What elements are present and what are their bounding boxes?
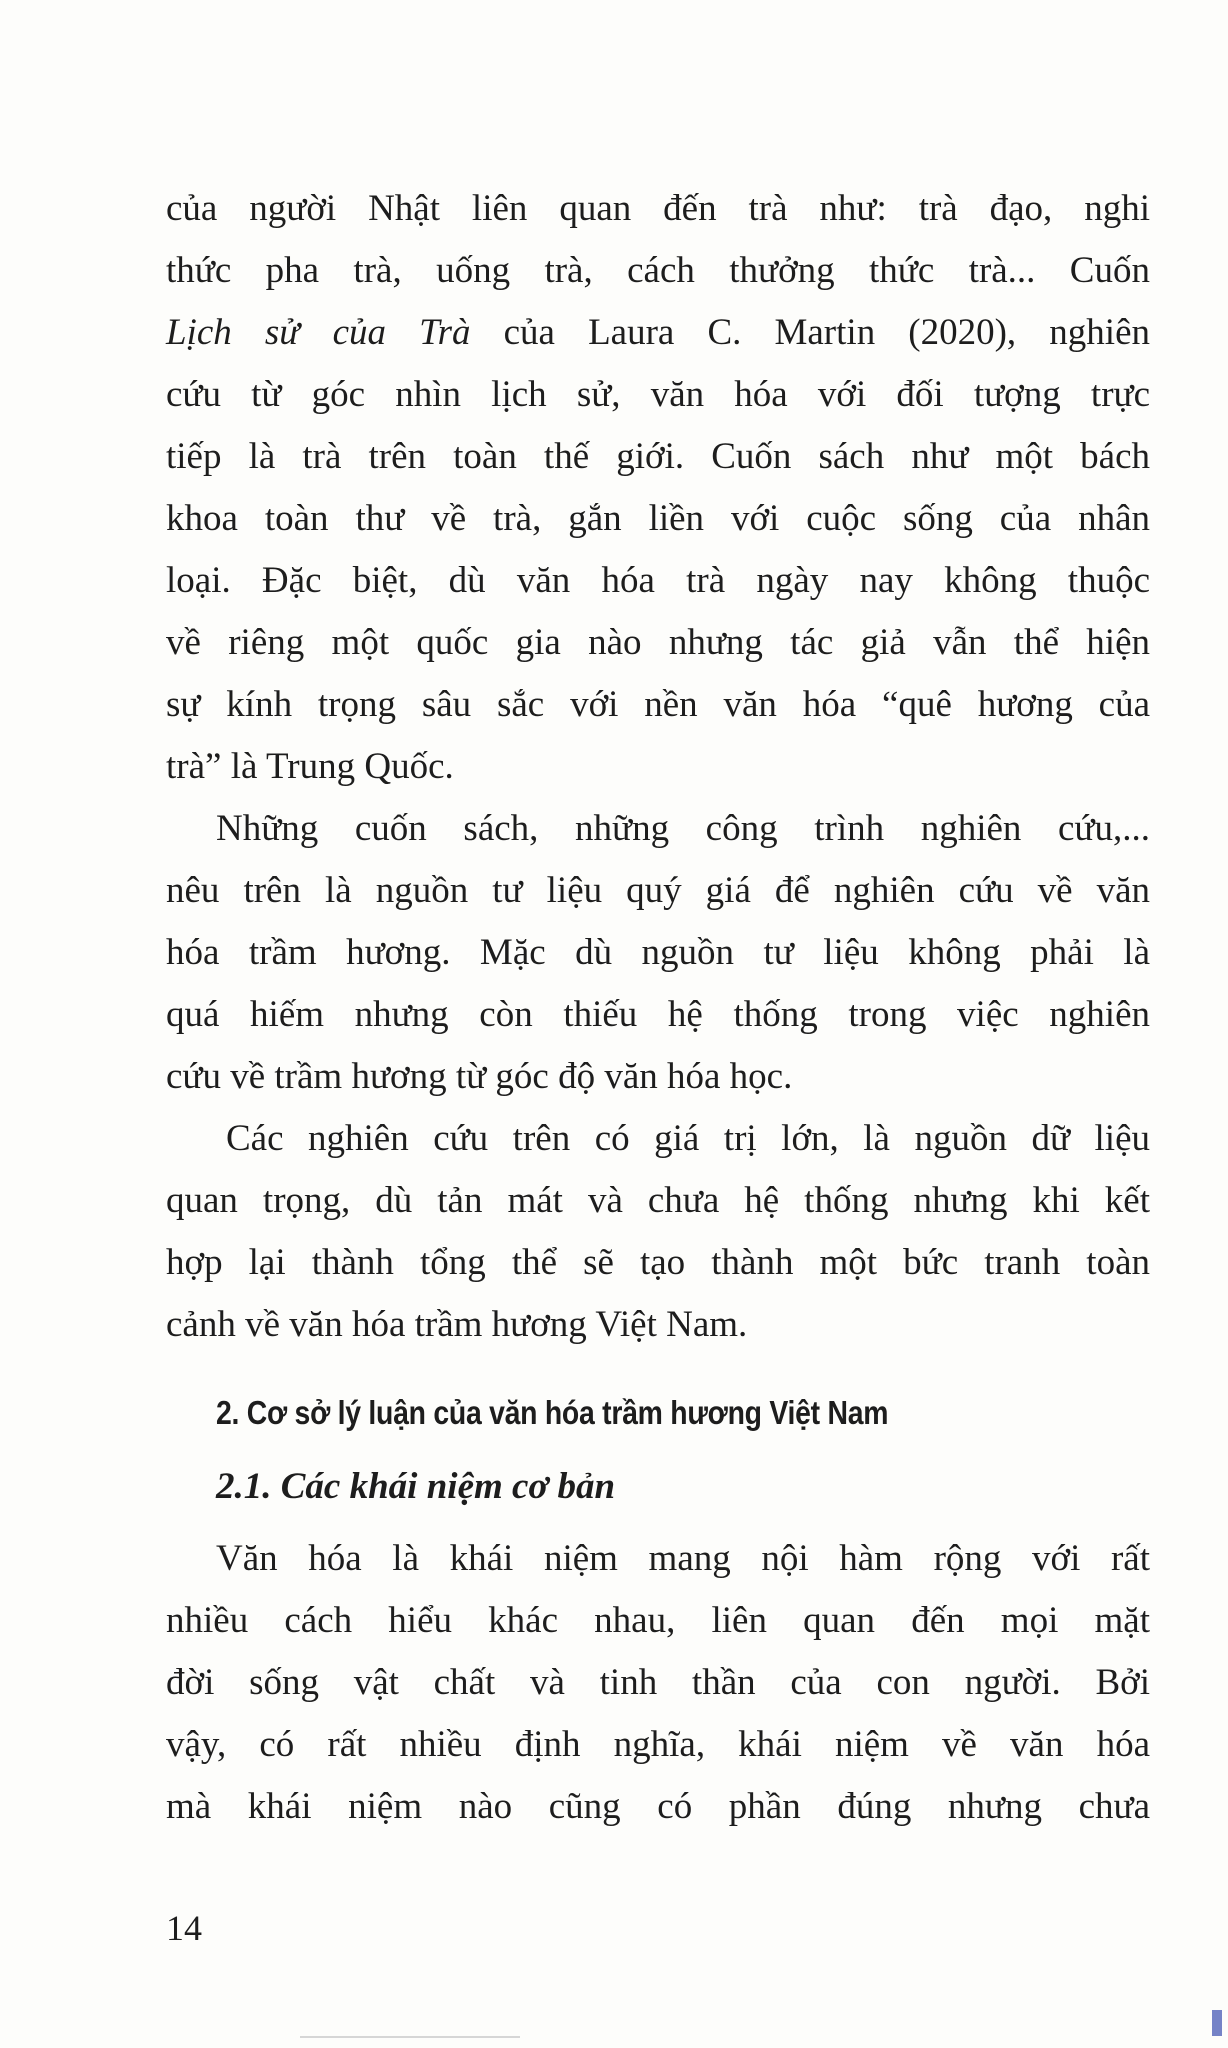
text-line: sự kính trọng sâu sắc với nền văn hóa “quê hương của	[166, 684, 1150, 725]
text-line: Những cuốn sách, những công trình nghiên cứu,...	[216, 808, 1150, 849]
page-number: 14	[166, 1908, 202, 1948]
scan-artifact	[1212, 2010, 1222, 2036]
subsection-heading: 2.1. Các khái niệm cơ bản	[216, 1466, 616, 1507]
text-line: mà khái niệm nào cũng có phần đúng nhưng chưa	[166, 1786, 1150, 1827]
text-line: khoa toàn thư về trà, gắn liền với cuộc sống của nhân	[166, 498, 1150, 539]
text-line: Văn hóa là khái niệm mang nội hàm rộng với rất	[216, 1538, 1150, 1579]
text-line: tiếp là trà trên toàn thế giới. Cuốn sách như một bách	[166, 436, 1150, 477]
text-line: đời sống vật chất và tinh thần của con người. Bởi	[166, 1662, 1150, 1703]
text-line: quan trọng, dù tản mát và chưa hệ thống nhưng khi kết	[166, 1180, 1150, 1221]
text-line: nhiều cách hiểu khác nhau, liên quan đến mọi mặt	[166, 1600, 1150, 1641]
text-line: thức pha trà, uống trà, cách thưởng thức trà... Cuốn	[166, 250, 1150, 291]
text-line: Các nghiên cứu trên có giá trị lớn, là nguồn dữ liệu	[226, 1118, 1150, 1159]
text-line: về riêng một quốc gia nào nhưng tác giả vẫn thể hiện	[166, 622, 1150, 663]
text-line: cảnh về văn hóa trầm hương Việt Nam.	[166, 1304, 748, 1345]
text-line: cứu từ góc nhìn lịch sử, văn hóa với đối tượng trực	[166, 374, 1150, 415]
text-line: nêu trên là nguồn tư liệu quý giá để nghiên cứu về văn	[166, 870, 1150, 911]
scan-artifact	[300, 2036, 520, 2038]
text-line	[166, 302, 1150, 364]
text-line: quá hiếm nhưng còn thiếu hệ thống trong việc nghiên	[166, 994, 1150, 1035]
text-line: loại. Đặc biệt, dù văn hóa trà ngày nay không thuộc	[166, 560, 1150, 601]
text-line: vậy, có rất nhiều định nghĩa, khái niệm về văn hóa	[166, 1724, 1150, 1765]
book-title: Lịch sử của Trà	[166, 312, 471, 353]
text-line: hợp lại thành tổng thể sẽ tạo thành một bức tranh toàn	[166, 1242, 1150, 1283]
text-line: cứu về trầm hương từ góc độ văn hóa học.	[166, 1056, 793, 1097]
text-fragment: của Laura C. Martin (2020), nghiên	[470, 312, 1150, 353]
section-heading: 2. Cơ sở lý luận của văn hóa trầm hương Việt Nam	[216, 1394, 889, 1431]
text-line: hóa trầm hương. Mặc dù nguồn tư liệu không phải là	[166, 932, 1150, 973]
text-line: trà” là Trung Quốc.	[166, 746, 454, 787]
text-line: của người Nhật liên quan đến trà như: trà đạo, nghi	[166, 188, 1150, 229]
